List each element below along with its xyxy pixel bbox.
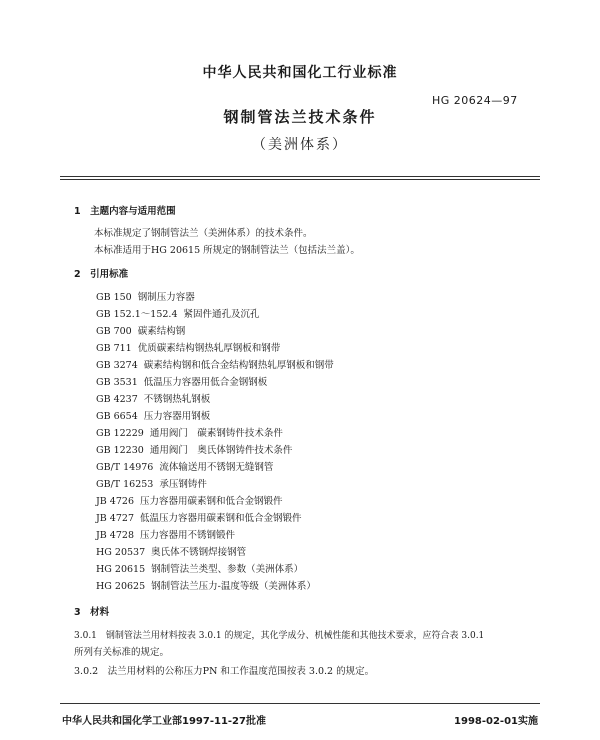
clause-3-0-1-line-2: 所列有关标准的规定。 xyxy=(74,647,170,658)
clause-3-0-2: 3.0.2 法兰用材料的公称压力PN 和工作温度范围按表 3.0.2 的规定。 xyxy=(74,666,375,677)
reference-item xyxy=(96,391,210,405)
reference-title: 不锈钢热轧钢板 xyxy=(143,394,211,405)
reference-number: HG 20625 xyxy=(96,581,146,592)
section-1-heading: 1 主题内容与适用范围 xyxy=(74,206,176,217)
reference-item xyxy=(96,425,283,439)
reference-item xyxy=(96,442,292,456)
document-title: 钢制管法兰技术条件 xyxy=(223,108,377,126)
reference-item xyxy=(96,493,283,507)
reference-number: GB 12229 xyxy=(96,428,144,439)
reference-title: 通用阀门 碳素钢铸件技术条件 xyxy=(149,428,283,439)
reference-title: 钢制压力容器 xyxy=(137,292,195,303)
reference-item xyxy=(96,357,334,371)
reference-title: 钢制管法兰类型、参数（美洲体系） xyxy=(151,564,304,575)
reference-item xyxy=(96,408,210,422)
approval-note: 中华人民共和国化学工业部1997-11-27批准 xyxy=(62,716,266,727)
header-divider-bottom xyxy=(60,179,540,180)
clause-3-0-1-line-1: 3.0.1 钢制管法兰用材料按表 3.0.1 的规定，其化学成分、机械性能和其他技术要求，应符合表 3.0.1 xyxy=(74,631,485,641)
reference-number: GB 3531 xyxy=(96,377,138,388)
reference-number: JB 4727 xyxy=(96,513,134,524)
reference-number: JB 4726 xyxy=(96,496,134,507)
reference-item xyxy=(96,476,207,490)
reference-number: HG 20615 xyxy=(96,564,146,575)
reference-number: GB 150 xyxy=(96,292,132,303)
reference-title: 钢制管法兰压力-温度等级（美洲体系） xyxy=(151,581,316,592)
reference-item xyxy=(96,306,260,320)
reference-title: 通用阀门 奥氏体钢铸件技术条件 xyxy=(149,445,293,456)
reference-number: HG 20537 xyxy=(96,547,146,558)
reference-item xyxy=(96,510,302,524)
reference-title: 压力容器用不锈钢锻件 xyxy=(140,530,236,541)
reference-number: JB 4728 xyxy=(96,530,134,541)
reference-item xyxy=(96,527,235,541)
reference-number: GB 152.1～152.4 xyxy=(96,309,178,320)
reference-number: GB 4237 xyxy=(96,394,138,405)
reference-number: GB 6654 xyxy=(96,411,138,422)
section-2-heading: 2 引用标准 xyxy=(74,269,129,280)
reference-number: GB 12230 xyxy=(96,445,144,456)
reference-title: 碳素结构钢 xyxy=(137,326,186,337)
reference-title: 压力容器用钢板 xyxy=(143,411,211,422)
reference-item xyxy=(96,578,316,592)
standard-category-title: 中华人民共和国化工行业标准 xyxy=(202,65,398,81)
footer-divider xyxy=(60,703,540,704)
reference-number: GB/T 16253 xyxy=(96,479,154,490)
reference-number: GB 711 xyxy=(96,343,132,354)
section-1-line-2: 本标准适用于HG 20615 所规定的钢制管法兰（包括法兰盖）。 xyxy=(94,245,360,256)
reference-item xyxy=(96,544,246,558)
reference-item xyxy=(96,289,195,303)
reference-item xyxy=(96,323,185,337)
document-subtitle: （美洲体系） xyxy=(252,137,348,153)
reference-item xyxy=(96,561,303,575)
section-1-line-1: 本标准规定了钢制管法兰（美洲体系）的技术条件。 xyxy=(94,228,313,239)
reference-item xyxy=(96,374,267,388)
reference-item xyxy=(96,459,273,473)
reference-title: 奥氏体不锈钢焊接钢管 xyxy=(151,547,247,558)
reference-number: GB 3274 xyxy=(96,360,138,371)
reference-title: 流体输送用不锈钢无缝钢管 xyxy=(159,462,274,473)
reference-title: 优质碳素结构钢热轧厚钢板和钢带 xyxy=(137,343,281,354)
implementation-date: 1998-02-01实施 xyxy=(454,716,538,727)
reference-item xyxy=(96,340,280,354)
header-divider-top xyxy=(60,176,540,177)
reference-title: 碳素结构钢和低合金结构钢热轧厚钢板和钢带 xyxy=(143,360,334,371)
reference-number: GB 700 xyxy=(96,326,132,337)
reference-title: 承压钢铸件 xyxy=(159,479,207,490)
reference-title: 低温压力容器用低合金钢钢板 xyxy=(143,377,268,388)
reference-title: 低温压力容器用碳素钢和低合金钢锻件 xyxy=(140,513,302,524)
standard-code: HG 20624—97 xyxy=(432,94,518,107)
section-3-heading: 3 材料 xyxy=(74,607,110,618)
reference-title: 紧固件通孔及沉孔 xyxy=(183,309,260,320)
reference-title: 压力容器用碳素钢和低合金钢锻件 xyxy=(140,496,283,507)
reference-number: GB/T 14976 xyxy=(96,462,154,473)
